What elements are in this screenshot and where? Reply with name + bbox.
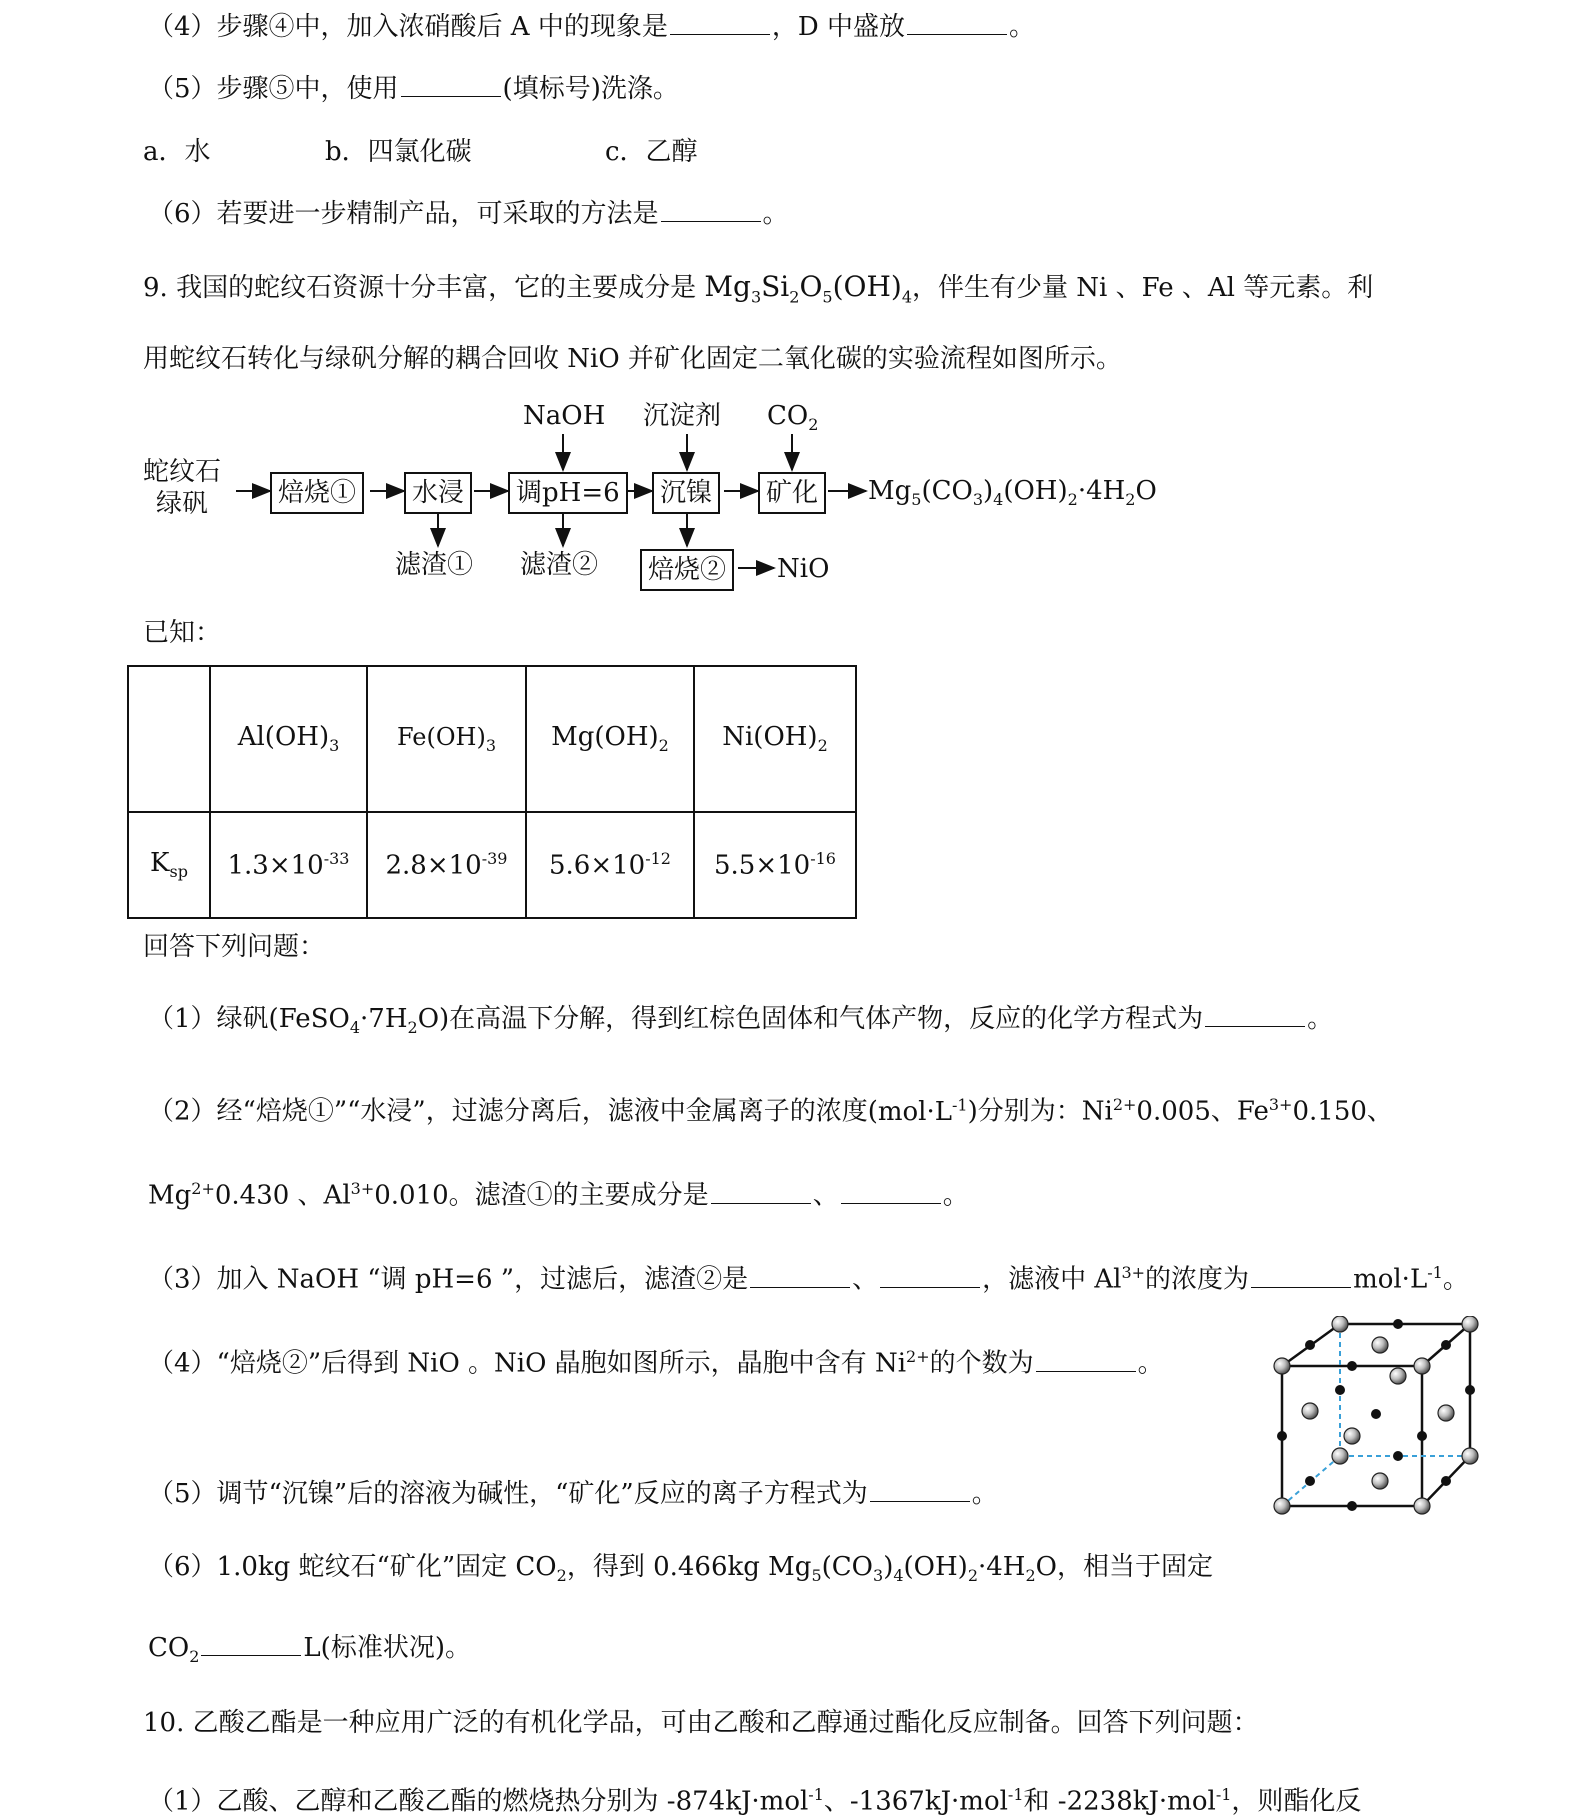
table-row bbox=[128, 812, 856, 918]
flow-product-mineral: $Mg_5(CO_3)_4(OH)_2\cdot 4H_2O$ bbox=[868, 476, 1157, 510]
flow-residue2: 滤渣② bbox=[520, 550, 599, 580]
q9-intro-line1: 9. 我国的蛇纹石资源十分丰富，它的主要成分是 $Mg_3Si_2O_5(OH)_4$，伴生有少量 Ni 、Fe 、Al 等元素。利 bbox=[143, 270, 1374, 307]
table-header: $Ni(OH)_2$ bbox=[694, 666, 856, 812]
prev-q6: （6）若要进一步精制产品，可采取的方法是 。 bbox=[148, 199, 789, 229]
q9-part3: （3）加入 NaOH “调 pH=6 ”，过滤后，滤渣②是 、 ，滤液中 $Al^{3+}$的浓度为 $mol\cdot L^{-1}$。 bbox=[148, 1263, 1469, 1295]
answer-blank[interactable] bbox=[201, 1631, 301, 1656]
q9-part6-line2: $CO_2$ L(标准状况)。 bbox=[148, 1633, 471, 1667]
table-cell: $5.6\times 10^{-12}$ bbox=[526, 812, 694, 918]
flow-residue1: 滤渣① bbox=[395, 550, 474, 580]
prev-q4: （4）步骤④中，加入浓硝酸后 A 中的现象是 ，D 中盛放 。 bbox=[148, 12, 1035, 42]
q9-intro-line2: 用蛇纹石转化与绿矾分解的耦合回收 NiO 并矿化固定二氧化碳的实验流程如图所示。 bbox=[143, 344, 1122, 374]
answer-blank[interactable] bbox=[870, 1477, 970, 1502]
table-cell: $1.3\times 10^{-33}$ bbox=[210, 812, 367, 918]
flow-step-roast2: 焙烧② bbox=[640, 549, 734, 591]
answer-blank[interactable] bbox=[750, 1263, 850, 1288]
table-row-label: $K_{sp}$ bbox=[128, 812, 210, 918]
flow-input: 蛇纹石 绿矾 bbox=[143, 457, 222, 519]
table-header: $Al(OH)_3$ bbox=[210, 666, 367, 812]
q9-part5: （5）调节“沉镍”后的溶液为碱性，“矿化”反应的离子方程式为 。 bbox=[148, 1479, 998, 1509]
q9-answer-intro: 回答下列问题： bbox=[143, 932, 326, 962]
answer-blank[interactable] bbox=[1251, 1263, 1351, 1288]
flow-product-nio: NiO bbox=[777, 554, 830, 584]
q9-part2-line2: $Mg^{2+}0.430$ 、$Al^{3+}0.010$。滤渣①的主要成分是 、 。 bbox=[148, 1179, 969, 1211]
q10-part1: （1）乙酸、乙醇和乙酸乙酯的燃烧热分别为 -874kJ·mol$^{-1}$、-1367kJ·mol$^{-1}$和 -2238kJ·mol$^{-1}$，则酯化反 bbox=[148, 1785, 1362, 1817]
table-row bbox=[128, 666, 856, 812]
q9-part2-line1: （2）经“焙烧①”“水浸”，过滤分离后，滤液中金属离子的浓度$(mol\cdot L^{-1})$分别为：$Ni^{2+}0.005$、$Fe^{3+}0.150$、 bbox=[148, 1095, 1393, 1127]
formula-serpentine: $Mg_3Si_2O_5(OH)_4$ bbox=[704, 270, 913, 307]
q9-part6-line1: （6）1.0kg 蛇纹石“矿化”固定 $CO_2$，得到 0.466kg $Mg_5(CO_3)_4(OH)_2\cdot 4H_2O$，相当于固定 bbox=[148, 1552, 1214, 1586]
table-cell: $5.5\times 10^{-16}$ bbox=[694, 812, 856, 918]
prev-option-a: a．水 bbox=[143, 137, 211, 167]
ksp-table bbox=[127, 665, 857, 919]
flow-reagent-co2: $CO_2$ bbox=[767, 401, 819, 435]
flow-reagent-naoh: NaOH bbox=[523, 401, 606, 431]
answer-blank[interactable] bbox=[880, 1263, 980, 1288]
flow-arrows bbox=[0, 0, 1586, 620]
flow-step-precip-ni: 沉镍 bbox=[652, 472, 720, 514]
answer-blank[interactable] bbox=[1036, 1347, 1136, 1372]
flow-step-water-leach: 水浸 bbox=[404, 472, 472, 514]
answer-blank[interactable] bbox=[711, 1179, 811, 1204]
q9-part1: （1）绿矾$(FeSO_4\cdot 7H_2O)$在高温下分解，得到红棕色固体和气体产物，反应的化学方程式为 。 bbox=[148, 1004, 1334, 1038]
flow-step-mineralize: 矿化 bbox=[758, 472, 826, 514]
prev-q5: （5）步骤⑤中，使用 (填标号)洗涤。 bbox=[148, 74, 679, 104]
prev-option-b: b．四氯化碳 bbox=[325, 137, 472, 167]
answer-blank[interactable] bbox=[841, 1179, 941, 1204]
nio-unit-cell-figure bbox=[1270, 1316, 1490, 1516]
flow-reagent-precipitant: 沉淀剂 bbox=[643, 401, 722, 431]
table-cell bbox=[128, 666, 210, 812]
flow-step-roast1: 焙烧① bbox=[270, 472, 364, 514]
table-header: $Mg(OH)_2$ bbox=[526, 666, 694, 812]
table-header: $Fe(OH)_3$ bbox=[367, 666, 526, 812]
table-cell: $2.8\times 10^{-39}$ bbox=[367, 812, 526, 918]
q9-part4: （4）“焙烧②”后得到 NiO 。NiO 晶胞如图所示，晶胞中含有 $Ni^{2+}$的个数为 。 bbox=[148, 1347, 1164, 1379]
answer-blank[interactable] bbox=[1205, 1002, 1305, 1027]
prev-option-c: c．乙醇 bbox=[605, 137, 698, 167]
flow-step-adjust-ph: 调pH=6 bbox=[508, 472, 628, 514]
q10-intro: 10. 乙酸乙酯是一种应用广泛的有机化学品，可由乙酸和乙醇通过酯化反应制备。回答下列问题： bbox=[143, 1708, 1259, 1738]
q9-known: 已知： bbox=[143, 618, 222, 648]
